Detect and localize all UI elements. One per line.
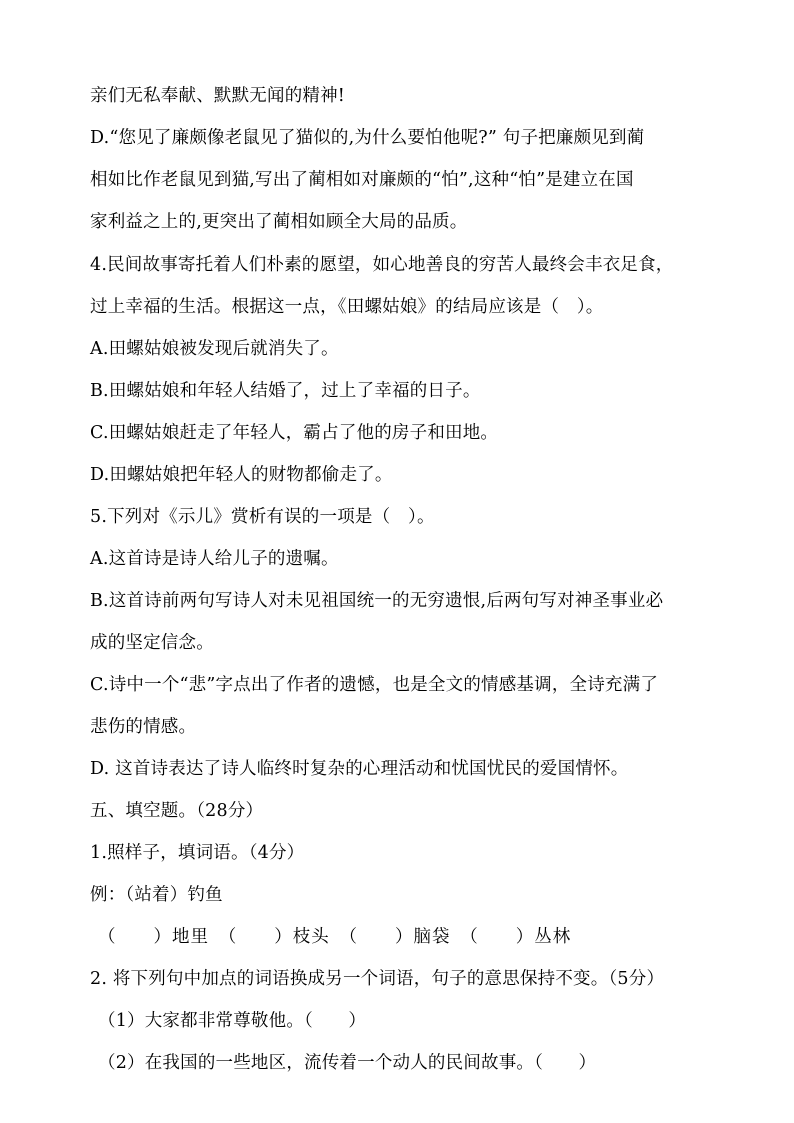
section-heading: 五、填空题。（28分） <box>90 801 264 821</box>
option-d: D.田螺姑娘把年轻人的财物都偷走了。 <box>90 465 393 485</box>
option-a: A.这首诗是诗人给儿子的遗嘱。 <box>90 549 339 569</box>
question-4-line-1: 4.民间故事寄托着人们朴素的愿望，如心地善良的穷苦人最终会丰衣足食， <box>90 255 674 275</box>
option-c-line-1: C.诗中一个“悲”字点出了作者的遗憾，也是全文的情感基调，全诗充满了 <box>90 675 659 695</box>
option-c-line-2: 悲伤的情感。 <box>90 717 197 737</box>
option-a: A.田螺姑娘被发现后就消失了。 <box>90 339 339 359</box>
example-line: 例：（站着）钓鱼 <box>90 885 223 905</box>
sub-question-2: （2）在我国的一些地区，流传着一个动人的民间故事。（ ） <box>98 1053 597 1073</box>
option-b-line-1: B.这首诗前两句写诗人对未见祖国统一的无穷遗恨,后两句写对神圣事业必 <box>90 591 664 611</box>
text-line: 亲们无私奉献、默默无闻的精神! <box>90 86 346 106</box>
question-4-line-2: 过上幸福的生活。根据这一点，《田螺姑娘》的结局应该是（ ）。 <box>90 297 604 317</box>
question-2: 2. 将下列句中加点的词语换成另一个词语，句子的意思保持不变。（5分） <box>90 969 665 989</box>
option-c: C.田螺姑娘赶走了年轻人，霸占了他的房子和田地。 <box>90 423 499 443</box>
option-b: B.田螺姑娘和年轻人结婚了，过上了幸福的日子。 <box>90 381 481 401</box>
option-b-line-2: 成的坚定信念。 <box>90 633 214 653</box>
question-1: 1.照样子，填词语。（4分） <box>90 843 305 863</box>
sub-question-1: （1）大家都非常尊敬他。（ ） <box>98 1011 367 1031</box>
fill-blanks-line: （ ）地里 （ ）枝头 （ ）脑袋 （ ）丛林 <box>98 927 572 947</box>
option-d: D. 这首诗表达了诗人临终时复杂的心理活动和忧国忧民的爱国情怀。 <box>90 759 629 779</box>
option-d-line-3: 家利益之上的,更突出了蔺相如顾全大局的品质。 <box>90 212 468 232</box>
question-5: 5.下列对《示儿》赏析有误的一项是（ ）。 <box>90 507 435 527</box>
option-d-line-2: 相如比作老鼠见到猫,写出了蔺相如对廉颇的“怕”,这种“怕”是建立在国 <box>90 170 634 190</box>
option-d-line-1: D.“您见了廉颇像老鼠见了猫似的,为什么要怕他呢?” 句子把廉颇见到蔺 <box>90 128 645 148</box>
